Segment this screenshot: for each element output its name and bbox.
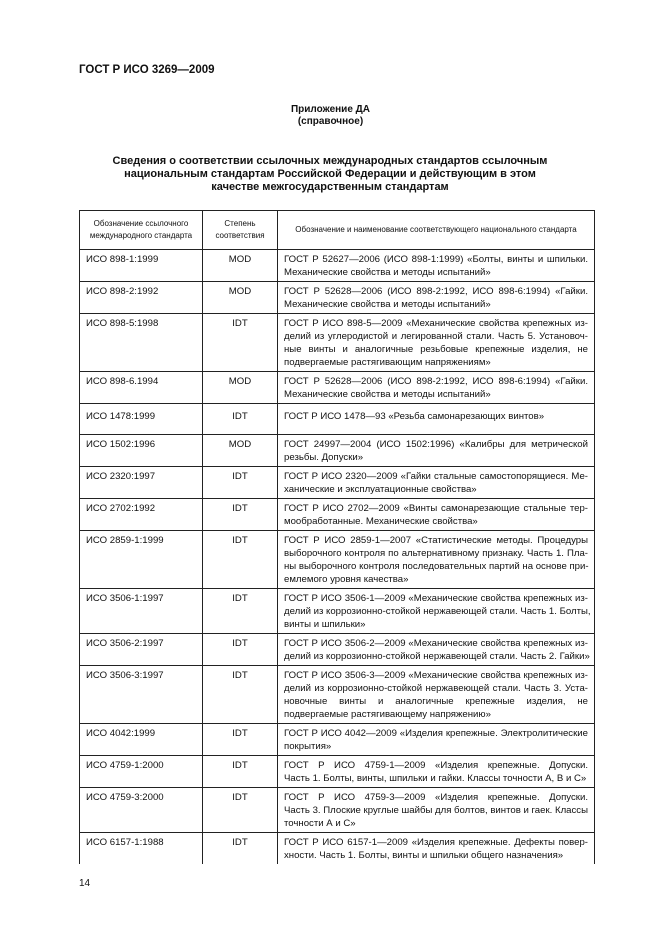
text-line: винты и шпильки» xyxy=(284,619,366,630)
table-header-row xyxy=(80,211,595,250)
national-standard-cell xyxy=(278,788,595,833)
table-row xyxy=(80,666,595,724)
text-line: хности. Часть 1. Болты, винты и шпильки общего назначения» xyxy=(284,850,564,861)
table-row xyxy=(80,634,595,666)
degree-cell: IDT xyxy=(203,833,278,865)
national-standard-cell xyxy=(278,634,595,666)
text-line: ГОСТ Р ИСО 4759-3—2009 «Изделия крепежные. Допуски. xyxy=(284,792,588,803)
degree-cell: IDT xyxy=(203,404,278,435)
degree-cell: IDT xyxy=(203,467,278,499)
degree-cell: IDT xyxy=(203,724,278,756)
text-line: ГОСТ 24997—2004 (ИСО 1502:1996) «Калибры для метрической xyxy=(284,439,588,450)
text-line: Механические свойства и методы испытаний» xyxy=(284,299,491,310)
text-line: ГОСТ Р ИСО 4759-1—2009 «Изделия крепежные. Допуски. xyxy=(284,760,588,771)
table-row xyxy=(80,756,595,788)
degree-cell: IDT xyxy=(203,589,278,634)
text-line: покрытия» xyxy=(284,741,332,752)
header-national-standard: Обозначение и наименование соответствующего национального стандарта xyxy=(278,211,595,250)
table-row xyxy=(80,531,595,589)
national-standard-cell xyxy=(278,250,595,282)
text-line: ГОСТ Р ИСО 4042—2009 «Изделия крепежные. Электролитические xyxy=(284,728,588,739)
ref-standard-cell: ИСО 898-2:1992 xyxy=(80,282,203,314)
annex-title: Приложение ДА xyxy=(290,104,371,115)
degree-cell: IDT xyxy=(203,634,278,666)
header-ref-standard: Обозначение ссылочного международного стандарта xyxy=(80,211,203,250)
table-row xyxy=(80,788,595,833)
text-line: новочные винты и аналогичные крепежные изделия, не xyxy=(284,696,588,707)
ref-standard-cell: ИСО 6157-1:1988 xyxy=(80,833,203,865)
text-line: ГОСТ Р ИСО 898-5—2009 «Механические свойства крепежных из- xyxy=(284,318,588,329)
text-line: ные винты и аналогичные резьбовые крепежные изделия, не xyxy=(284,344,588,355)
text-line: подвергаемые растягивающему напряжению» xyxy=(284,709,491,720)
text-line: ГОСТ Р ИСО 2320—2009 «Гайки стальные самостопорящиеся. Ме- xyxy=(284,471,588,482)
national-standard-cell xyxy=(278,589,595,634)
national-standard-cell xyxy=(278,467,595,499)
text-line: ГОСТ Р 52628—2006 (ИСО 898-2:1992, ИСО 898-6:1994) «Гайки. xyxy=(284,376,588,387)
degree-cell: IDT xyxy=(203,756,278,788)
national-standard-cell xyxy=(278,282,595,314)
text-line: ГОСТ Р ИСО 3506-3—2009 «Механические свойства крепежных из- xyxy=(284,670,588,681)
text-line: ГОСТ Р 52628—2006 (ИСО 898-2:1992, ИСО 898-6:1994) «Гайки. xyxy=(284,286,588,297)
degree-cell: IDT xyxy=(203,314,278,372)
text-line: делий из коррозионно-стойкой нержавеющей стали. Часть 2. Гайки» xyxy=(284,651,590,662)
text-line: делий из коррозионно-стойкой нержавеющей стали. Часть 3. Уста- xyxy=(284,683,588,694)
section-title: Сведения о соответствии ссылочных международных стандартов ссылочным национальным стандартам Российской Федерации и действующим в этом качестве межгосударственным стандартам xyxy=(112,155,548,193)
national-standard-cell xyxy=(278,833,595,865)
text-line: делий из углеродистой и легированной стали. Часть 5. Установоч- xyxy=(284,331,588,342)
ref-standard-cell: ИСО 898-1:1999 xyxy=(80,250,203,282)
national-standard-cell xyxy=(278,724,595,756)
annex-heading xyxy=(0,104,661,128)
national-standard-cell xyxy=(278,756,595,788)
text-line: ГОСТ Р ИСО 3506-1—2009 «Механические свойства крепежных из- xyxy=(284,593,588,604)
table-row xyxy=(80,250,595,282)
national-standard-cell xyxy=(278,314,595,372)
text-line: ГОСТ Р ИСО 2859-1—2007 «Статистические методы. Процедуры xyxy=(284,535,588,546)
degree-cell: MOD xyxy=(203,250,278,282)
table-row xyxy=(80,467,595,499)
degree-cell: IDT xyxy=(203,788,278,833)
text-line: ханические и эксплуатационные свойства» xyxy=(284,484,477,495)
ref-standard-cell: ИСО 2702:1992 xyxy=(80,499,203,531)
ref-standard-cell: ИСО 4759-1:2000 xyxy=(80,756,203,788)
ref-standard-cell: ИСО 3506-1:1997 xyxy=(80,589,203,634)
national-standard-cell xyxy=(278,404,595,435)
text-line: делий из коррозионно-стойкой нержавеющей стали. Часть 1. Болты, xyxy=(284,606,591,617)
table-row xyxy=(80,589,595,634)
document-id: ГОСТ Р ИСО 3269—2009 xyxy=(79,64,215,76)
text-line: ны выборочного контроля последовательных партий на основе при- xyxy=(284,561,589,572)
table-row xyxy=(80,372,595,404)
table-row xyxy=(80,435,595,467)
page-number: 14 xyxy=(79,878,91,889)
national-standard-cell xyxy=(278,372,595,404)
table-row xyxy=(80,833,595,865)
table-row xyxy=(80,282,595,314)
table-row xyxy=(80,404,595,435)
ref-standard-cell: ИСО 2320:1997 xyxy=(80,467,203,499)
national-standard-cell xyxy=(278,666,595,724)
degree-cell: IDT xyxy=(203,499,278,531)
text-line: ГОСТ Р ИСО 6157-1—2009 «Изделия крепежные. Дефекты повер- xyxy=(284,837,588,848)
degree-cell: IDT xyxy=(203,531,278,589)
ref-standard-cell: ИСО 898-5:1998 xyxy=(80,314,203,372)
text-line: емлемого уровня качества» xyxy=(284,574,409,585)
ref-standard-cell: ИСО 1502:1996 xyxy=(80,435,203,467)
text-line: ГОСТ Р ИСО 1478—93 «Резьба самонарезающих винтов» xyxy=(284,411,545,422)
text-line: Часть 1. Болты, винты, шпильки и гайки. Классы точности А, В и С» xyxy=(284,773,587,784)
header-degree: Степень соответствия xyxy=(203,211,278,250)
table-row xyxy=(80,314,595,372)
table-row xyxy=(80,724,595,756)
ref-standard-cell: ИСО 4042:1999 xyxy=(80,724,203,756)
text-line: резьбы. Допуски» xyxy=(284,452,364,463)
national-standard-cell xyxy=(278,499,595,531)
text-line: подвергаемые растягивающим напряжениям» xyxy=(284,357,491,368)
ref-standard-cell: ИСО 2859-1:1999 xyxy=(80,531,203,589)
text-line: выборочного контроля по альтернативному признаку. Часть 1. Пла- xyxy=(284,548,588,559)
degree-cell: MOD xyxy=(203,435,278,467)
degree-cell: IDT xyxy=(203,666,278,724)
ref-standard-cell: ИСО 4759-3:2000 xyxy=(80,788,203,833)
ref-standard-cell: ИСО 3506-2:1997 xyxy=(80,634,203,666)
ref-standard-cell: ИСО 898-6.1994 xyxy=(80,372,203,404)
text-line: Механические свойства и методы испытаний» xyxy=(284,389,491,400)
annex-subtitle: (справочное) xyxy=(297,116,364,127)
text-line: ГОСТ Р 52627—2006 (ИСО 898-1:1999) «Болты, винты и шпильки. xyxy=(284,254,588,265)
text-line: ГОСТ Р ИСО 3506-2—2009 «Механические свойства крепежных из- xyxy=(284,638,588,649)
degree-cell: MOD xyxy=(203,282,278,314)
text-line: точности А и С» xyxy=(284,818,356,829)
national-standard-cell xyxy=(278,435,595,467)
national-standard-cell xyxy=(278,531,595,589)
correspondence-table xyxy=(79,210,595,864)
degree-cell: MOD xyxy=(203,372,278,404)
ref-standard-cell: ИСО 3506-3:1997 xyxy=(80,666,203,724)
text-line: ГОСТ Р ИСО 2702—2009 «Винты самонарезающие стальные тер- xyxy=(284,503,588,514)
text-line: мообработанные. Механические свойства» xyxy=(284,516,478,527)
text-line: Часть 3. Плоские круглые шайбы для болтов, винтов и гаек. Классы xyxy=(284,805,588,816)
text-line: Механические свойства и методы испытаний» xyxy=(284,267,491,278)
table-row xyxy=(80,499,595,531)
ref-standard-cell: ИСО 1478:1999 xyxy=(80,404,203,435)
